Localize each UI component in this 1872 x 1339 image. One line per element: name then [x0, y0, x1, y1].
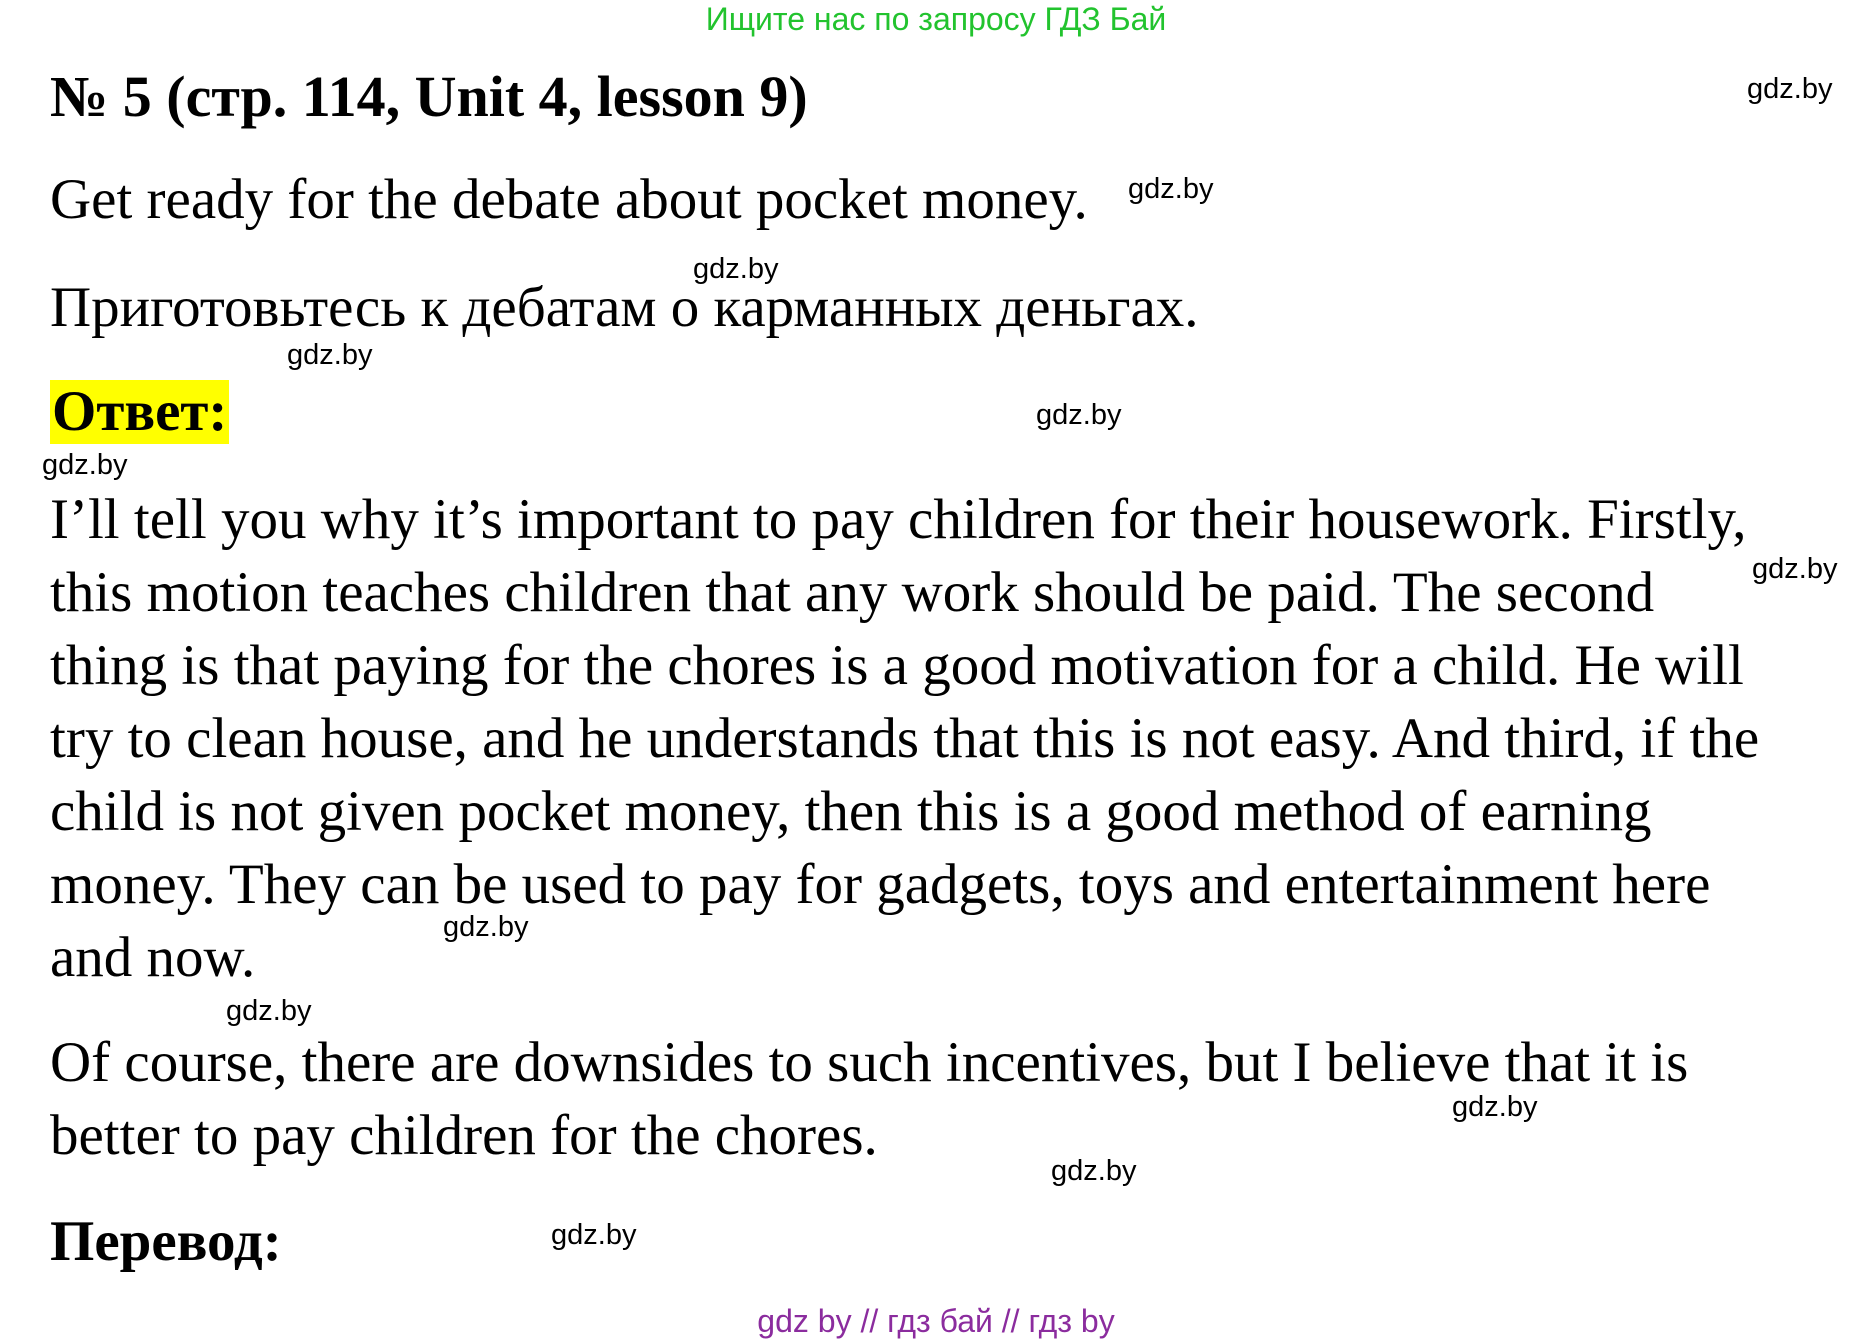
paragraph-line: better to pay children for the chores. — [50, 1104, 878, 1167]
top-banner: Ищите нас по запросу ГДЗ Бай — [705, 1, 1167, 37]
watermark: gdz.by — [693, 253, 779, 285]
paragraph-line: money. They can be used to pay for gadgets, toys and entertainment here — [50, 853, 1711, 916]
task-russian: Приготовьтесь к дебатам о карманных деньгах. — [50, 276, 1199, 339]
paragraph-line: Of course, there are downsides to such incentives, but I believe that it is — [50, 1031, 1689, 1094]
paragraph-line: try to clean house, and he understands that this is not easy. And third, if the — [50, 707, 1760, 770]
task-english: Get ready for the debate about pocket money. — [50, 168, 1088, 231]
paragraph-line: thing is that paying for the chores is a good motivation for a child. He will — [50, 634, 1744, 697]
paragraph-line: I’ll tell you why it’s important to pay children for their housework. Firstly, — [50, 488, 1747, 551]
watermark: gdz.by — [1051, 1155, 1137, 1187]
paragraph-line: this motion teaches children that any work should be paid. The second — [50, 561, 1655, 624]
exercise-title: № 5 (стр. 114, Unit 4, lesson 9) — [50, 64, 808, 129]
answer-label: Ответ: — [52, 380, 228, 443]
watermark: gdz.by — [1452, 1091, 1538, 1123]
watermark: gdz.by — [551, 1219, 637, 1251]
watermark: gdz.by — [226, 995, 312, 1027]
watermark: gdz.by — [1128, 173, 1214, 205]
answer-paragraph-1 — [50, 483, 1759, 994]
answer-paragraph-2 — [50, 1026, 1688, 1172]
watermark: gdz.by — [287, 339, 373, 371]
watermark: gdz.by — [1036, 399, 1122, 431]
paragraph-line: child is not given pocket money, then this is a good method of earning — [50, 780, 1652, 843]
watermark: gdz.by — [1747, 73, 1833, 105]
watermark: gdz.by — [443, 911, 529, 943]
paragraph-line: and now. — [50, 926, 256, 989]
watermark: gdz.by — [42, 449, 128, 481]
translation-label: Перевод: — [50, 1210, 282, 1273]
footer-links: gdz by // гдз бай // гдз by — [757, 1303, 1115, 1339]
watermark: gdz.by — [1752, 553, 1838, 585]
